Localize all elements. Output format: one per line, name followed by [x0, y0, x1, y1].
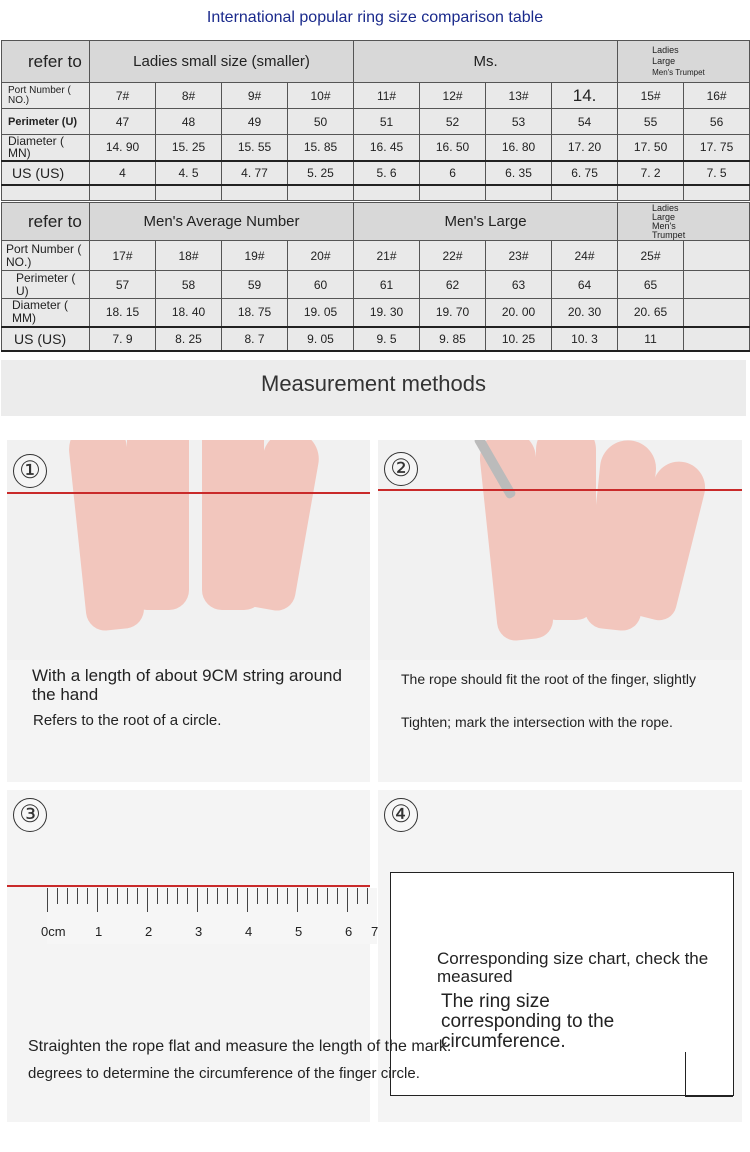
table-row: Port Number ( NO.) 7# 8# 9# 10# 11# 12# 13# 14. 15# 16# [2, 83, 750, 109]
row-label: Perimeter ( U) [2, 271, 90, 299]
table-row: Diameter ( MM) 18. 15 18. 40 18. 75 19. 05 19. 30 19. 70 20. 00 20. 30 20. 65 [2, 299, 750, 327]
group-mens-large: Men's Large [354, 203, 618, 241]
step-3-text-sub: degrees to determine the circumference of the finger circle. [28, 1065, 420, 1082]
step-1-text-sub: Refers to the root of a circle. [33, 712, 222, 729]
step-4-text-main: Corresponding size chart, check the measured [437, 949, 709, 986]
row-label: US (US) [2, 161, 90, 185]
group-mens-average: Men's Average Number [90, 203, 354, 241]
table-row: US (US) 7. 9 8. 25 8. 7 9. 05 9. 5 9. 85 10. 25 10. 3 11 [2, 327, 750, 351]
corner-mark [685, 1052, 733, 1097]
group-ladies-large: Ladies Large Men's Trumpet [618, 41, 750, 83]
group-ladies-large: Ladies Large Men's Trumpet [618, 203, 750, 241]
measurement-methods-heading: Measurement methods [1, 360, 746, 416]
group-ladies-small: Ladies small size (smaller) [90, 41, 354, 83]
row-label: Port Number ( NO.) [2, 241, 90, 271]
table-row: Perimeter ( U) 57 58 59 60 61 62 63 64 65 [2, 271, 750, 299]
step-number-3: ③ [13, 798, 47, 832]
hand-photo-1 [7, 440, 370, 660]
step-3-text-main: Straighten the rope flat and measure the length of the mark. [28, 1038, 452, 1055]
ring-size-table-1 [1, 40, 750, 201]
table-row: Diameter ( MN) 14. 90 15. 25 15. 55 15. 85 16. 45 16. 50 16. 80 17. 20 17. 50 17. 75 [2, 135, 750, 161]
step-1-text-main: With a length of about 9CM string around the hand [32, 666, 342, 704]
ring-size-table-2 [1, 202, 750, 352]
refer-label: refer to [2, 203, 90, 241]
step-number-2: ② [384, 452, 418, 486]
row-label: Port Number ( NO.) [2, 83, 90, 109]
row-label: Diameter ( MN) [2, 135, 90, 161]
step-2-panel [378, 440, 742, 782]
step-number-1: ① [13, 454, 47, 488]
row-label: US (US) [2, 327, 90, 351]
step-2-text-main: The rope should fit the root of the finger, slightly [401, 671, 696, 687]
page-title: International popular ring size comparison table [206, 9, 544, 26]
table-row: US (US) 4 4. 5 4. 77 5. 25 5. 6 6 6. 35 6. 75 7. 2 7. 5 [2, 161, 750, 185]
ruler: 0cm 1 2 3 4 5 6 7 [47, 888, 377, 944]
hand-photo-2 [378, 440, 742, 660]
table-row: Perimeter (U) 47 48 49 50 51 52 53 54 55 56 [2, 109, 750, 135]
step-4-text-sub: The ring size corresponding to the circumference. [441, 991, 615, 1052]
group-ms: Ms. [354, 41, 618, 83]
row-label: Perimeter (U) [2, 109, 90, 135]
spacer-row [2, 185, 750, 201]
row-label: Diameter ( MM) [2, 299, 90, 327]
table-row: Port Number ( NO.) 17# 18# 19# 20# 21# 22# 23# 24# 25# [2, 241, 750, 271]
step-number-4: ④ [384, 798, 418, 832]
step-2-text-sub: Tighten; mark the intersection with the rope. [401, 714, 673, 730]
step-1-panel [7, 440, 370, 782]
refer-label: refer to [2, 41, 90, 83]
